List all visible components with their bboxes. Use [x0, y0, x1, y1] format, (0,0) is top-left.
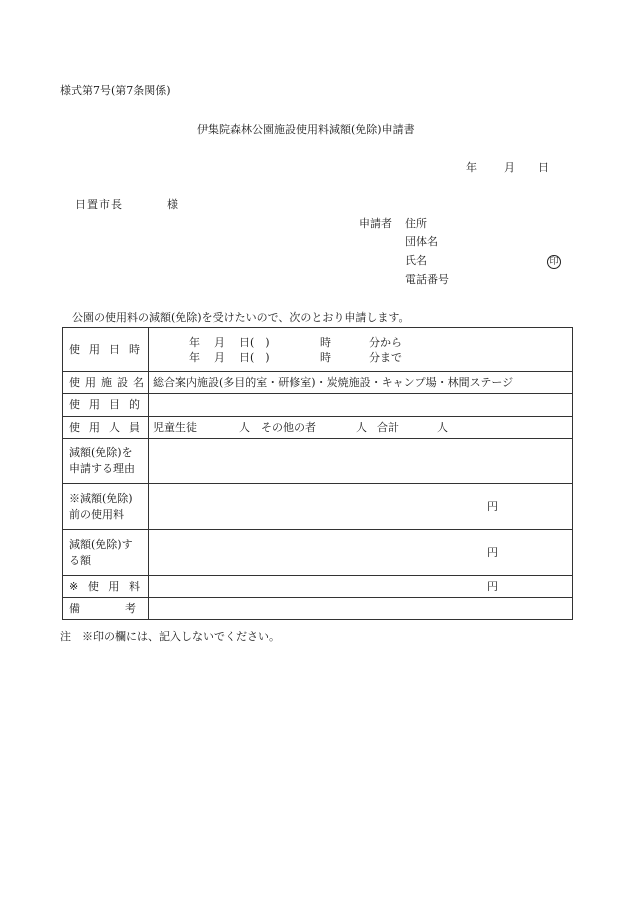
people-value[interactable]	[149, 417, 573, 439]
total-unit: 人	[437, 421, 448, 434]
to-minute: 分まで	[369, 350, 402, 364]
datetime-from	[153, 335, 568, 350]
row-usage-datetime	[63, 328, 573, 372]
addressee-name: 日置市長	[75, 198, 123, 211]
reduction-label-line2: る額	[69, 553, 91, 567]
children-unit: 人	[239, 421, 250, 434]
facility-label: 使 用 施 設 名	[63, 372, 149, 394]
name-label: 氏名	[405, 254, 427, 267]
remarks-label: 備 考	[63, 598, 149, 620]
document-title: 伊集院森林公園施設使用料減額(免除)申請書	[197, 123, 415, 136]
reduction-value[interactable]	[149, 530, 573, 576]
group-name-label: 団体名	[405, 235, 438, 248]
to-year: 年	[189, 350, 200, 364]
fee-before-yen: 円	[487, 499, 498, 513]
facility-value[interactable]: 総合案内施設(多目的室・研修室)・炭焼施設・キャンプ場・林間ステージ	[149, 372, 573, 394]
row-reason	[63, 439, 573, 484]
to-day: 日( )	[239, 350, 270, 364]
fee-before-label-line1: ※減額(免除)	[69, 491, 133, 505]
from-year: 年	[189, 335, 200, 349]
applicant-label: 申請者	[359, 217, 392, 230]
row-reduction	[63, 530, 573, 576]
row-remarks	[63, 598, 573, 620]
reason-label	[63, 439, 149, 484]
reason-label-line1: 減額(免除)を	[69, 446, 133, 459]
reduction-label	[63, 530, 149, 576]
date-year: 年	[466, 161, 477, 174]
children-label: 児童生徒	[153, 420, 197, 434]
others-unit: 人	[356, 421, 367, 434]
date-day: 日	[538, 161, 549, 174]
date-month: 月	[504, 161, 515, 174]
fee-before-value[interactable]	[149, 484, 573, 530]
addressee-honorific: 様	[167, 198, 178, 211]
purpose-label: 使 用 目 的	[63, 394, 149, 417]
reduction-yen: 円	[487, 545, 498, 559]
to-hour: 時	[320, 350, 331, 364]
from-day: 日( )	[239, 335, 270, 349]
usage-datetime-value[interactable]	[149, 328, 573, 372]
from-hour: 時	[320, 335, 331, 349]
seal-mark: 印	[547, 255, 561, 269]
row-fee	[63, 576, 573, 598]
address-label: 住所	[405, 217, 427, 230]
row-facility	[63, 372, 573, 394]
purpose-value[interactable]	[149, 394, 573, 417]
to-month: 月	[214, 350, 225, 364]
fee-label: ※ 使 用 料	[63, 576, 149, 598]
form-number: 様式第7号(第7条関係)	[60, 84, 171, 97]
reduction-label-line1: 減額(免除)す	[69, 537, 133, 551]
row-purpose	[63, 394, 573, 417]
row-fee-before	[63, 484, 573, 530]
total-label: 合計	[377, 421, 399, 434]
fee-before-label	[63, 484, 149, 530]
phone-label: 電話番号	[405, 273, 449, 286]
fee-value[interactable]	[149, 576, 573, 598]
reason-label-line2: 申請する理由	[69, 462, 135, 475]
from-month: 月	[214, 335, 225, 349]
fee-before-label-line2: 前の使用料	[69, 507, 124, 521]
fee-yen: 円	[487, 579, 498, 593]
usage-datetime-label: 使 用 日 時	[63, 328, 149, 372]
application-table	[62, 327, 573, 620]
reason-value[interactable]	[149, 439, 573, 484]
datetime-to	[153, 350, 568, 365]
people-label: 使 用 人 員	[63, 417, 149, 439]
footnote: 注 ※印の欄には、記入しないでください。	[60, 630, 280, 643]
others-label: その他の者	[261, 421, 316, 434]
remarks-value[interactable]	[149, 598, 573, 620]
row-people	[63, 417, 573, 439]
from-minute: 分から	[369, 335, 402, 349]
intro-text: 公園の使用料の減額(免除)を受けたいので、次のとおり申請します。	[72, 311, 410, 324]
